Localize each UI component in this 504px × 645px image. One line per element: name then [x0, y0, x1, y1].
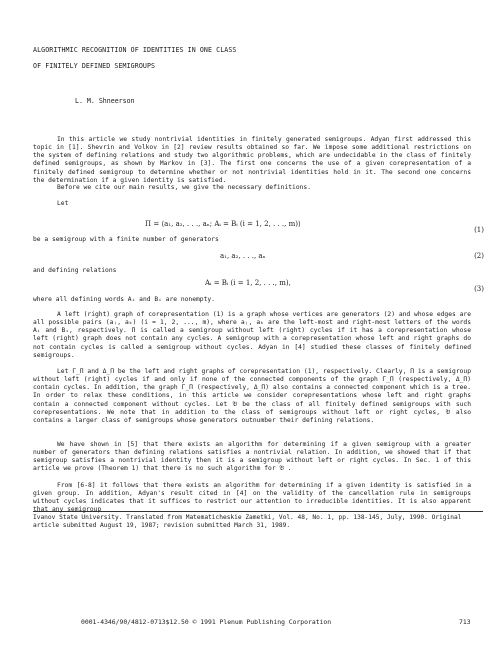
equation-3-number: (3)	[474, 285, 484, 293]
graph-definition-paragraph: A left (right) graph of corepresentation (1) is a graph whose vertices are generators (2) and whose edges are all possible pairs (aⱼ, aₖ) (i = 1, 2, ..., m), where aⱼ, aₖ are the left-most and right-most letters of the words Aᵢ and Bᵢ, respectively. Π is called a semigroup without left (right) cycles if it has a corepresentation whose left (right) graph does not contain any cycles. A semigroup with a corepresentation whose left and right graphs do not contain cycles is called a semigroup without cycles. Adyan in [4] studied these classes of finitely defined semigroups.	[33, 311, 471, 359]
identity-paragraph: From [6-8] it follows that there exists an algorithm for determining if a given identity is satisfied in a given group. In addition, Adyan's result cited in [4] on the validity of the cancellation rule in semigroups without cycles indicates that it suffices to restrict our attention to irreducible identities. It is also apparent that any semigroup	[33, 482, 471, 514]
intro-paragraph: In this article we study nontrivial identities in finitely generated semigroups. Adyan first addressed this topic in [1]. Shevrin and Volkov in [2] review results obtained so far. We impose some additional restrictions on the system of defining relations and study two algorithmic problems, which are undecidable in the class of finitely defined semigroups, as shown by Markov in [3]. The first one concerns the use of a given corepresentation of a finitely defined semigroup to determine whether or not nontrivial identities hold in it. The second one concerns the determination if a given identity is satisfied.	[33, 136, 471, 184]
equation-1: Π = ⟨a₁, a₂, . . ., aₙ; Aᵢ = Bᵢ (i = 1, 2, . . ., m)⟩	[145, 220, 301, 228]
equation-2-number: (2)	[474, 252, 484, 260]
copyright-footer: 0001-4346/90/4812-0713$12.50 © 1991 Plenum Publishing Corporation	[81, 618, 332, 626]
generators-text: be a semigroup with a finite number of generators	[33, 236, 219, 243]
footnote-separator	[33, 511, 483, 512]
equation-2: a₁, a₂, . . ., aₙ	[220, 252, 266, 260]
page-number: 713	[459, 618, 471, 626]
let-text: Let	[57, 200, 69, 207]
algorithm-paragraph: We have shown in [5] that there exists an algorithm for determining if a given semigroup with a greater number of generators than defining relations satisfies a nontrivial relation. In addition, we showed that if that semigroup satisfies a nontrivial identity then it is a semigroup without left or right cycles. In Sec. 1 of this article we prove (Theorem 1) that there is no such algorithm for 𝔅 .	[33, 441, 471, 473]
graph-components-paragraph: Let Γ_Π and Δ_Π be the left and right graphs of corepresentation (1), respectively. Clearly, Π is a semigroup without left (right) cycles if and only if none of the connected components of the graph Γ_Π (respectively, Δ_Π) contain cycles. In addition, the graph Γ_Π (respectively, Δ_Π) also contains a connected component which is a tree. In order to relax these conditions, in this article we consider corepresentations whose left and right graphs contain a connected component without cycles. Let 𝔅 be the class of all finitely defined semigroups with such corepresentations. We note that in addition to the class of semigroups without left or right cycles, 𝔅 also contains a larger class of semigroups whose generators outnumber their defining relations.	[33, 368, 471, 424]
author-name: L. M. Shneerson	[75, 97, 135, 105]
equation-1-number: (1)	[474, 226, 484, 234]
equation-3: Aᵢ = Bᵢ (i = 1, 2, . . ., m),	[205, 279, 291, 287]
nonempty-text: where all defining words Aᵢ and Bᵢ are nonempty.	[33, 296, 215, 303]
article-title-line-1: ALGORITHMIC RECOGNITION OF IDENTITIES IN ONE CLASS	[33, 46, 237, 54]
footnote: Ivanov State University. Translated from Matematicheskie Zametki, Vol. 48, No. 1, pp. 138-145, July, 1990. Original article submitted August 19, 1987; revision submitted March 31, 1989.	[33, 514, 462, 530]
article-title-line-2: OF FINITELY DEFINED SEMIGROUPS	[33, 62, 156, 70]
relations-text: and defining relations	[33, 267, 117, 274]
definitions-paragraph: Before we cite our main results, we give the necessary definitions.	[57, 184, 312, 191]
